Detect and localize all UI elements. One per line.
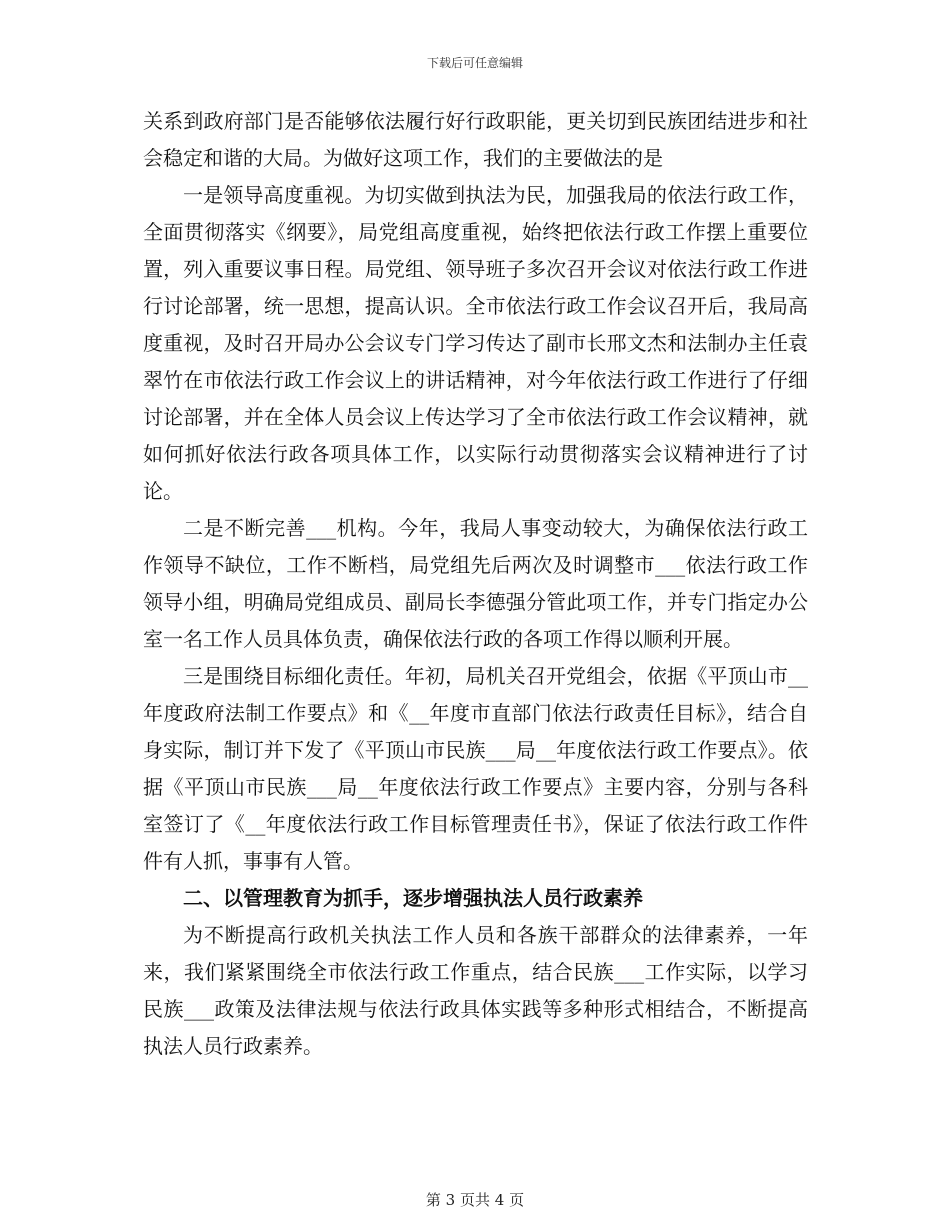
paragraph-responsibility: 三是围绕目标细化责任。年初，局机关召开党组会，依据《平顶山市__年度政府法制工作要点》和《__年度市直部门依法行政责任目标》，结合自身实际，制订并下发了《平顶山市民族___局__年度依法行政工作要点》。依据《平顶山市民族___局__年度依法行政工作要点》主要内容，分别与各科室签订了《__年度依法行政工作目标管理责任书》，保证了依法行政工作件件有人抓，事事有人管。 (143, 664, 808, 873)
paragraph-continuation: 关系到政府部门是否能够依法履行好行政职能，更关切到民族团结进步和社会稳定和谐的大局。为做好这项工作，我们的主要做法的是 (143, 109, 808, 170)
document-body (143, 103, 808, 1065)
paragraph-organization: 二是不断完善___机构。今年，我局人事变动较大，为确保依法行政工作领导不缺位，工作不断档，局党组先后两次及时调整市___依法行政工作领导小组，明确局党组成员、副局长李德强分管此项工作，并专门指定办公室一名工作人员具体负责，确保依法行政的各项工作得以顺利开展。 (143, 516, 808, 651)
section-heading: 二、以管理教育为抓手，逐步增强执法人员行政素养 (183, 886, 643, 910)
paragraph-education: 为不断提高行政机关执法工作人员和各族干部群众的法律素养，一年来，我们紧紧围绕全市依法行政工作重点，结合民族___工作实际，以学习民族___政策及法律法规与依法行政具体实践等多种形式相结合，不断提高执法人员行政素养。 (143, 923, 808, 1058)
page-header: 下载后可任意编辑 (426, 56, 523, 70)
page-footer: 第 3 页共 4 页 (425, 1191, 525, 1209)
paragraph-leadership: 一是领导高度重视。为切实做到执法为民，加强我局的依法行政工作，全面贯彻落实《纲要》，局党组高度重视，始终把依法行政工作摆上重要位置，列入重要议事日程。局党组、领导班子多次召开会议对依法行政工作进行讨论部署，统一思想，提高认识。全市依法行政工作会议召开后，我局高度重视，及时召开局办公会议专门学习传达了副市长邢文杰和法制办主任袁翠竹在市依法行政工作会议上的讲话精神，对今年依法行政工作进行了仔细讨论部署，并在全体人员会议上传达学习了全市依法行政工作会议精神，就如何抓好依法行政各项具体工作，以实际行动贯彻落实会议精神进行了讨论。 (143, 183, 808, 503)
